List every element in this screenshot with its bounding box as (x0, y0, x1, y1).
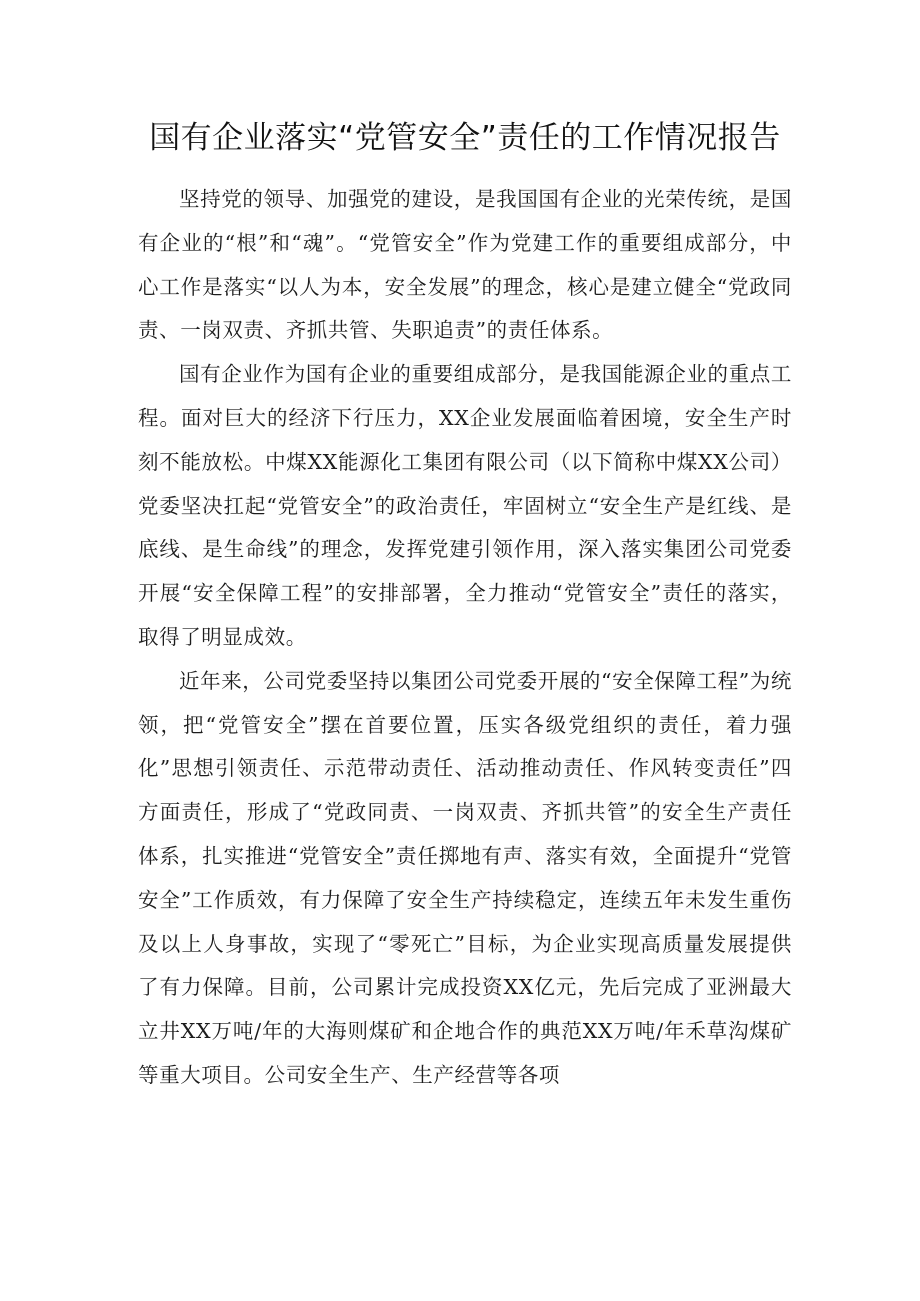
paragraph-3: 近年来，公司党委坚持以集团公司党委开展的“安全保障工程”为统领，把“党管安全”摆在首要位置，压实各级党组织的责任，着力强化”思想引领责任、示范带动责任、活动推动责任、作风转变责任”四方面责任，形成了“党政同责、一岗双责、齐抓共管”的安全生产责任体系，扎实推进“党管安全”责任掷地有声、落实有效，全面提升“党管安全”工作质效，有力保障了安全生产持续稳定，连续五年未发生重伤及以上人身事故，实现了“零死亡”目标，为企业实现高质量发展提供了有力保障。目前，公司累计完成投资XX亿元，先后完成了亚洲最大立井XX万吨/年的大海则煤矿和企地合作的典范XX万吨/年禾草沟煤矿等重大项目。公司安全生产、生产经营等各项 (138, 668, 792, 1087)
paragraph-1: 坚持党的领导、加强党的建设，是我国国有企业的光荣传统，是国有企业的“根”和“魂”。“党管安全”作为党建工作的重要组成部分，中心工作是落实“以人为本，安全发展”的理念，核心是建立健全“党政同责、一岗双责、齐抓共管、失职追责”的责任体系。 (138, 187, 792, 343)
paragraph-2: 国有企业作为国有企业的重要组成部分，是我国能源企业的重点工程。面对巨大的经济下行压力，XX企业发展面临着困境，安全生产时刻不能放松。中煤XX能源化工集团有限公司（以下简称中煤XX公司）党委坚决扛起“党管安全”的政治责任，牢固树立“安全生产是红线、是底线、是生命线”的理念，发挥党建引领作用，深入落实集团公司党委开展“安全保障工程”的安排部署，全力推动“党管安全”责任的落实，取得了明显成效。 (138, 362, 792, 649)
document-title: 国有企业落实“党管安全”责任的工作情况报告 (149, 120, 781, 156)
